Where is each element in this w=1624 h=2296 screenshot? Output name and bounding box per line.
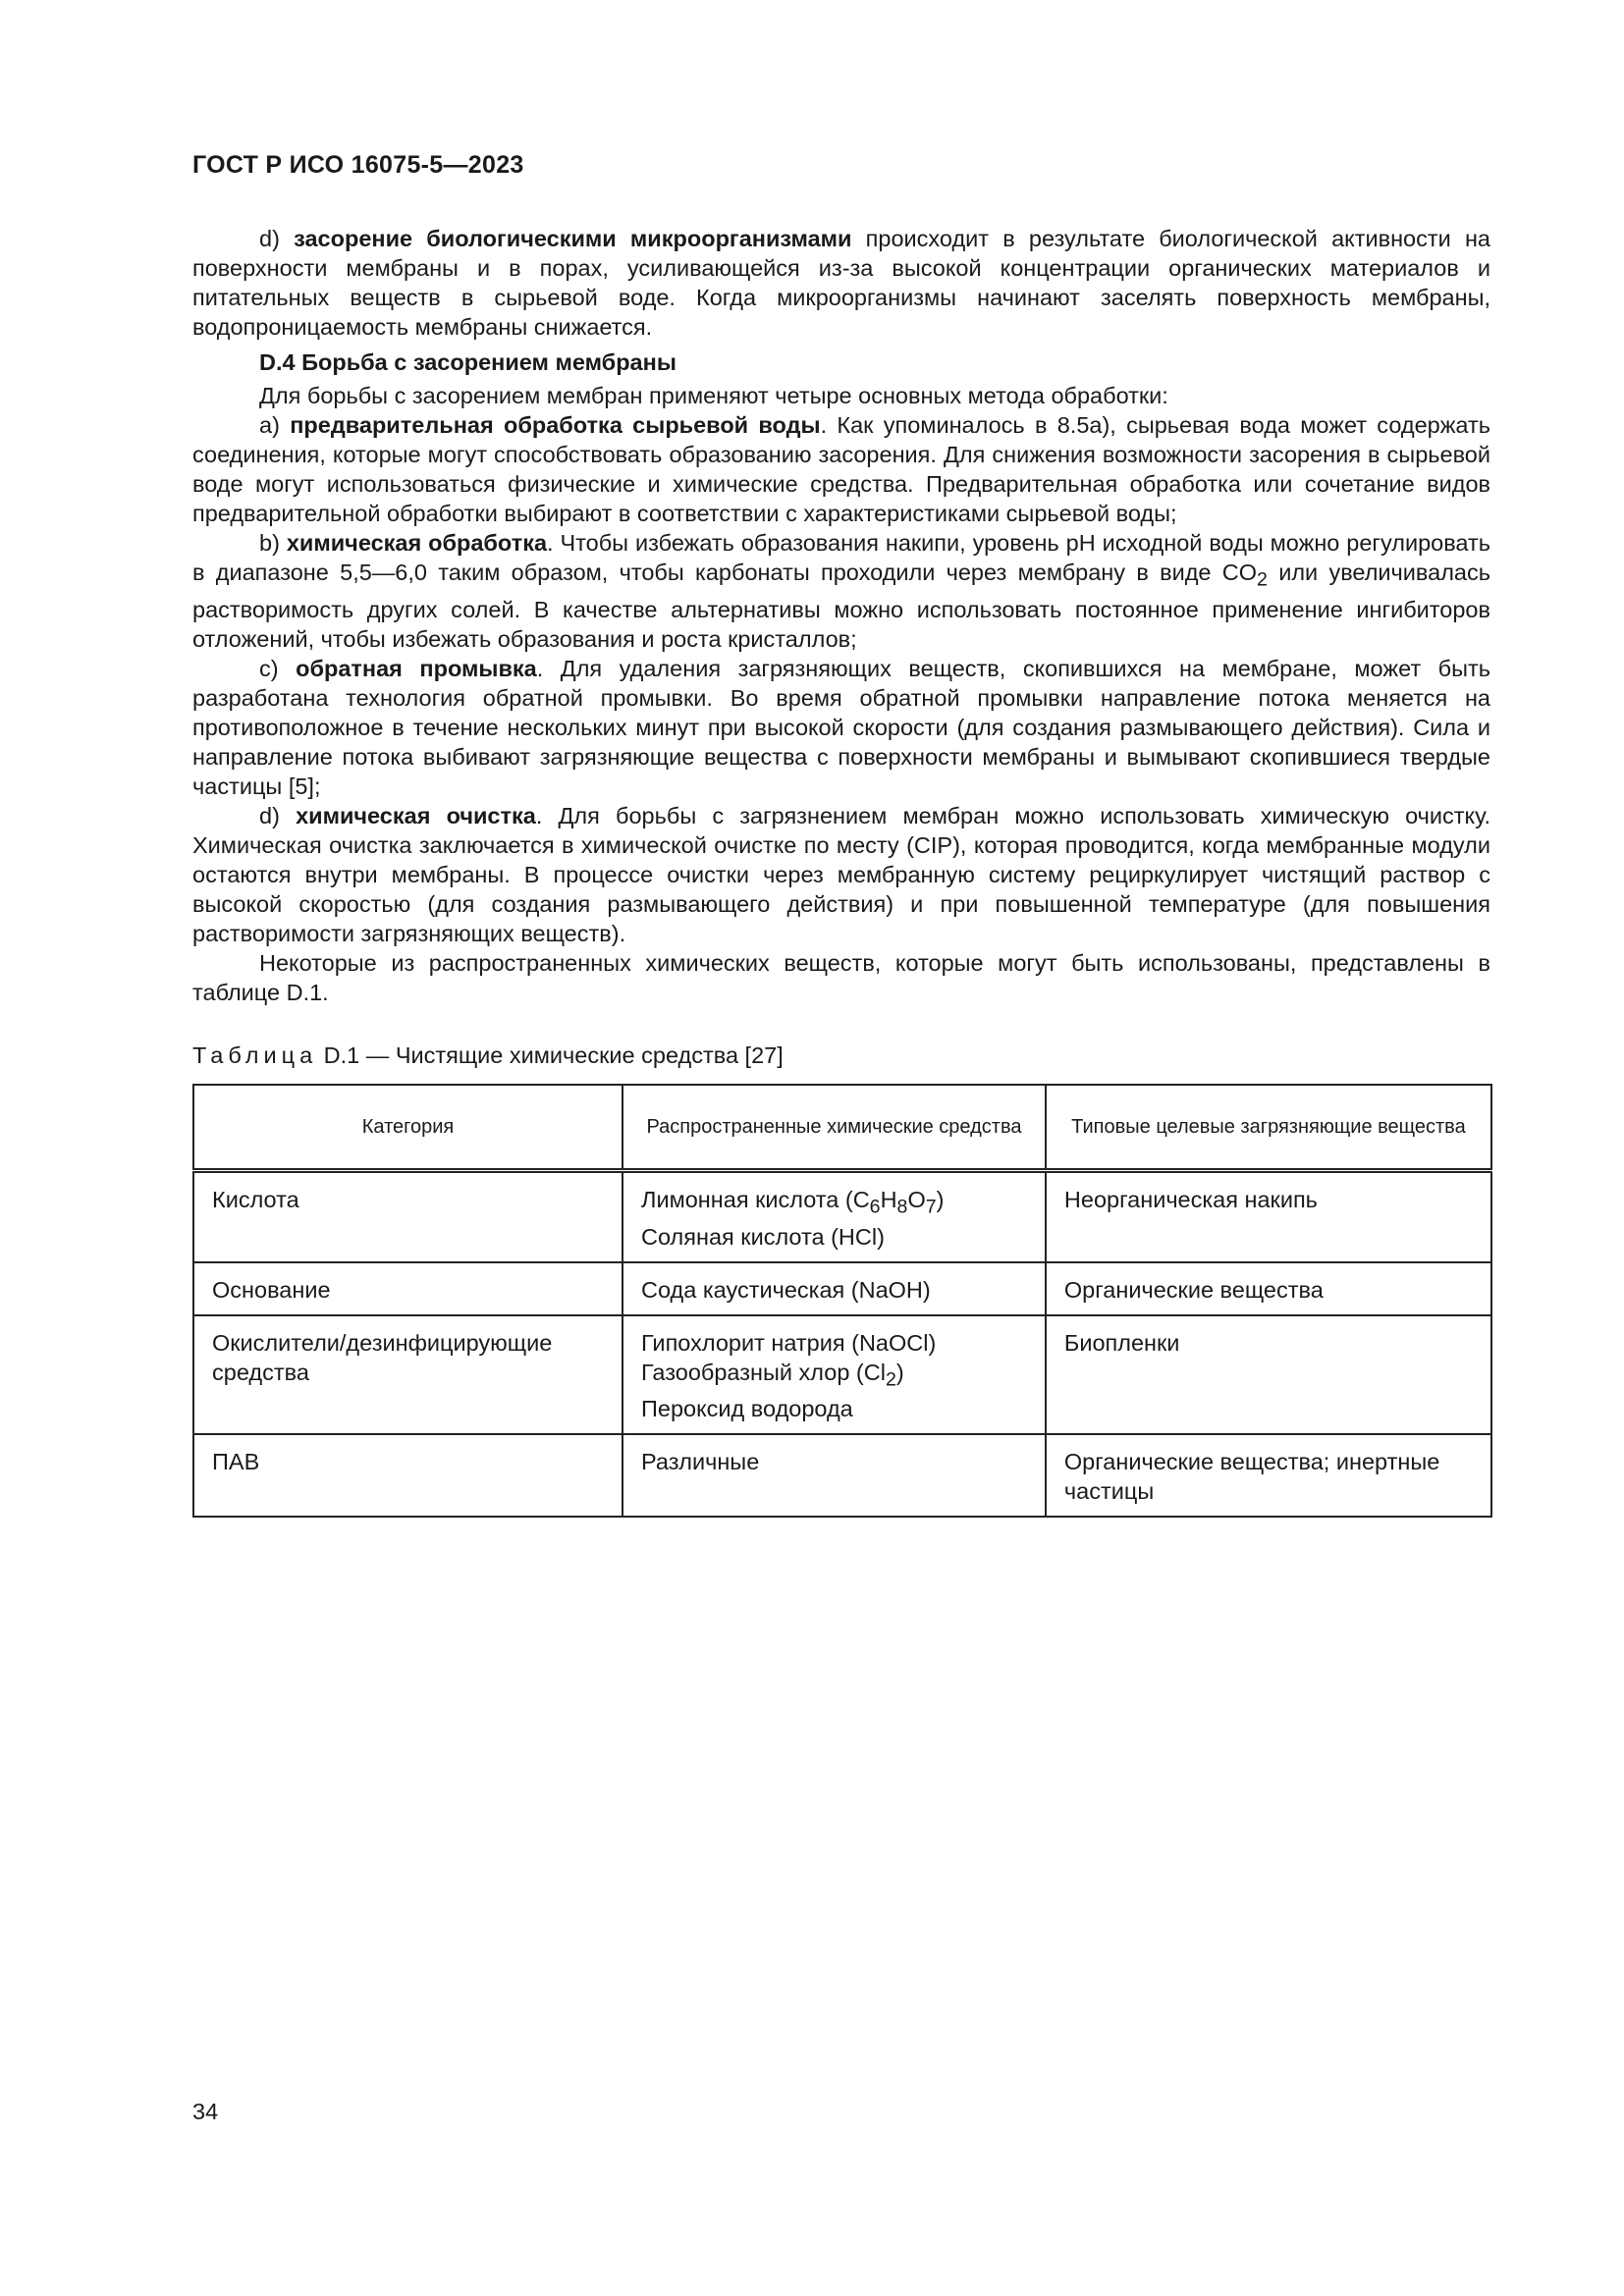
cell-category: Основание bbox=[193, 1262, 623, 1315]
paragraph-item-b bbox=[192, 528, 1490, 654]
cell-category: Окислители/дезинфицирующие средства bbox=[193, 1315, 623, 1435]
table-caption-label: Таблица bbox=[192, 1042, 318, 1068]
paragraph-text: или увеличивалась растворимость других солей. В качестве альтернативы можно использовать постоянное применение ингибиторов отложений, чтобы избежать образования и роста кристаллов; bbox=[192, 560, 1490, 652]
chemical-hydrogen-peroxide: Пероксид водорода bbox=[641, 1396, 853, 1422]
document-code-header: ГОСТ Р ИСО 16075-5—2023 bbox=[192, 151, 524, 179]
paragraph-text: . Как упоминалось в 8.5а), сырьевая вода может содержать соединения, которые могут способствовать образованию засорения. Для снижения возможности засорения в сырьевой воде могут использоваться физические и химические средства. Предварительная обработка или сочетание видов предварительной обработки выбирают в соответствии с характеристиками сырьевой воды; bbox=[192, 412, 1490, 526]
subscript: 2 bbox=[1257, 568, 1268, 591]
paragraph-text: . Чтобы избежать образования накипи, уровень pH исходной воды можно регулировать в диапазоне 5,5—6,0 таким образом, чтобы карбонаты проходили через мембрану в виде CO bbox=[192, 530, 1490, 585]
column-header-category: Категория bbox=[193, 1085, 623, 1171]
cleaning-chemicals-table bbox=[192, 1084, 1492, 1518]
cell-target: Органические вещества bbox=[1046, 1262, 1491, 1315]
term-bold: химическая обработка bbox=[286, 530, 548, 556]
term-bold: предварительная обработка сырьевой воды bbox=[290, 412, 821, 438]
column-header-chemicals: Распространенные химические средства bbox=[623, 1085, 1046, 1171]
list-marker: c) bbox=[259, 655, 279, 681]
cell-chemicals: Различные bbox=[623, 1434, 1046, 1517]
body-text bbox=[192, 224, 1490, 1007]
section-heading-d4: D.4 Борьба с засорением мембраны bbox=[259, 349, 677, 375]
term-bold: засорение биологическими микроорганизмами bbox=[294, 226, 852, 251]
paragraph-closing: Некоторые из распространенных химических веществ, которые могут быть использованы, представлены в таблице D.1. bbox=[192, 949, 1490, 1005]
cell-target: Неорганическая накипь bbox=[1046, 1171, 1491, 1262]
page-number: 34 bbox=[192, 2099, 219, 2124]
table-caption-text: D.1 — Чистящие химические средства [27] bbox=[317, 1042, 784, 1068]
table-caption bbox=[192, 1042, 784, 1069]
cell-chemicals: Сода каустическая (NaOH) bbox=[623, 1262, 1046, 1315]
cell-target: Биопленки bbox=[1046, 1315, 1491, 1435]
chemical-citric-acid: Лимонная кислота $(C_6H_8O_7)$ bbox=[641, 1187, 945, 1218]
chemical-chlorine-gas: Газообразный хлор $(Cl_2)$ bbox=[641, 1359, 904, 1391]
paragraph-item-d-biological bbox=[192, 224, 1490, 342]
table-row bbox=[193, 1171, 1491, 1262]
paragraph-item-c bbox=[192, 654, 1490, 801]
list-marker: b) bbox=[259, 530, 280, 556]
cell-chemicals bbox=[623, 1171, 1046, 1262]
table-header-row bbox=[193, 1085, 1491, 1171]
term-bold: химическая очистка bbox=[296, 802, 536, 828]
cell-category: Кислота bbox=[193, 1171, 623, 1262]
paragraph-text: . Для удаления загрязняющих веществ, скопившихся на мембране, может быть разработана технология обратной промывки. Во время обратной промывки направление потока меняется на противоположное в течение нескольких минут при высокой скорости (для создания размывающего действия). Сила и направление потока выбивают загрязняющие вещества с поверхности мембраны и вымывают скопившиеся твердые частицы [5]; bbox=[192, 655, 1490, 799]
cell-category: ПАВ bbox=[193, 1434, 623, 1517]
paragraph-item-a bbox=[192, 410, 1490, 528]
chemical-hydrochloric-acid: Соляная кислота (HCl) bbox=[641, 1223, 885, 1250]
chemical-sodium-hypochlorite: Гипохлорит натрия (NaOCl) bbox=[641, 1329, 937, 1356]
list-marker: d) bbox=[259, 802, 280, 828]
cell-chemicals bbox=[623, 1315, 1046, 1435]
list-marker: а) bbox=[259, 412, 280, 438]
list-marker: d) bbox=[259, 226, 280, 251]
table-row bbox=[193, 1262, 1491, 1315]
table-row bbox=[193, 1315, 1491, 1435]
paragraph-text: . Для борьбы с загрязнением мембран можно использовать химическую очистку. Химическая очистка заключается в химической очистке по месту (CIP), которая проводится, когда мембранные модули остаются внутри мембраны. В процессе очистки через мембранную систему рециркулирует чистящий раствор с высокой скоростью (для создания размывающего действия) и при повышенной температуре (для повышения растворимости загрязняющих веществ). bbox=[192, 802, 1490, 946]
paragraph-item-d-chemical bbox=[192, 801, 1490, 948]
cell-target: Органические вещества; инертные частицы bbox=[1046, 1434, 1491, 1517]
table-row bbox=[193, 1434, 1491, 1517]
paragraph-text: происходит в результате биологической активности на поверхности мембраны и в порах, усиливающейся из-за высокой концентрации органических материалов и питательных веществ в сырьевой воде. Когда микроорганизмы начинают заселять поверхность мембраны, водопроницаемость мембраны снижается. bbox=[192, 226, 1490, 340]
paragraph-intro: Для борьбы с засорением мембран применяют четыре основных метода обработки: bbox=[259, 383, 1168, 408]
term-bold: обратная промывка bbox=[296, 655, 537, 681]
column-header-targets: Типовые целевые загрязняющие вещества bbox=[1046, 1085, 1491, 1171]
